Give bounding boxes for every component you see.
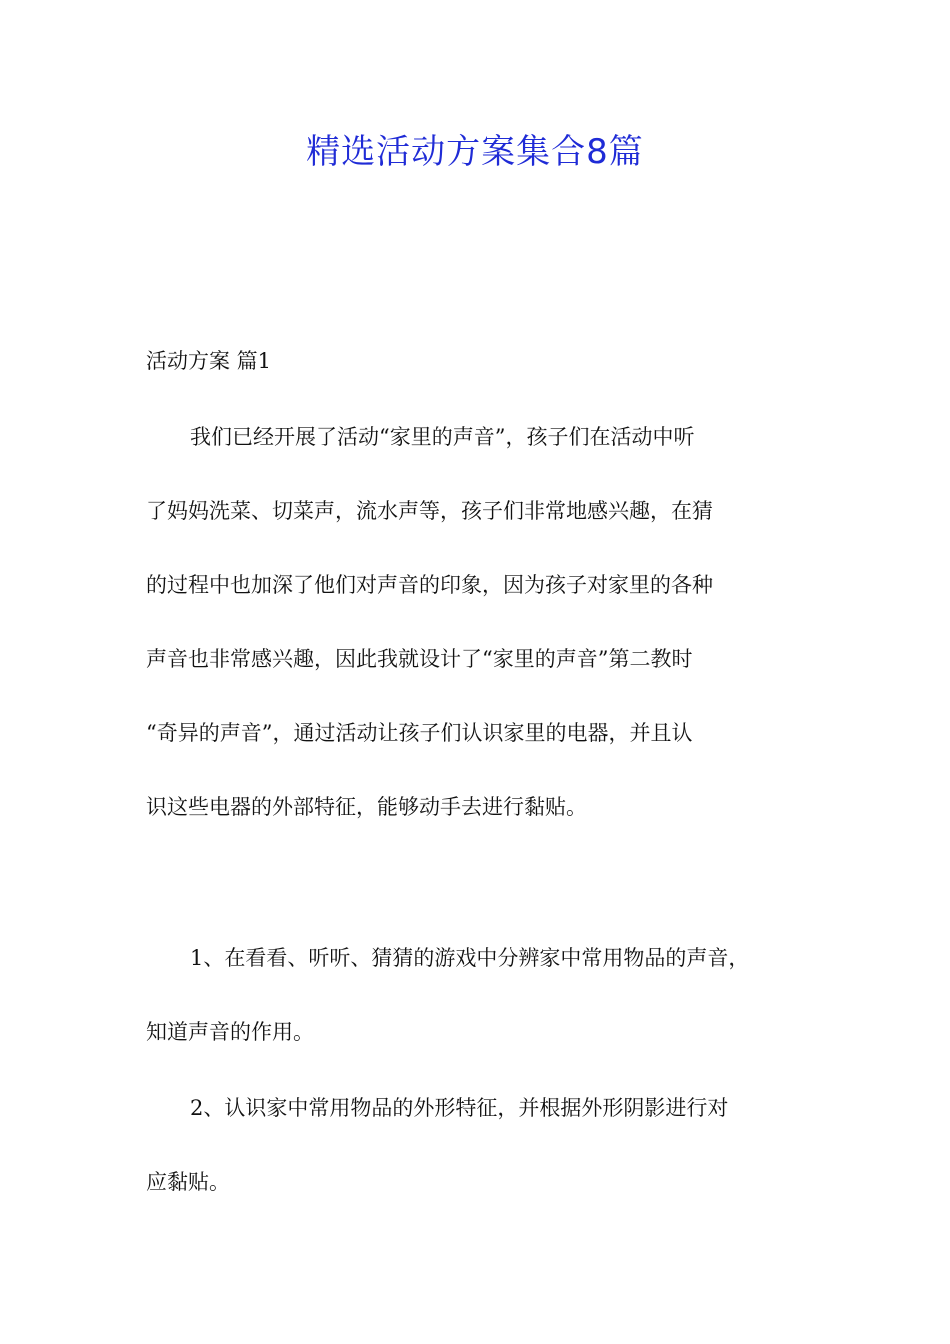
section-heading: 活动方案 篇1 — [146, 349, 272, 373]
paragraph-line: “奇异的声音”，通过活动让孩子们认识家里的电器，并且认 — [146, 721, 693, 745]
paragraph-line: 了妈妈洗菜、切菜声，流水声等，孩子们非常地感兴趣，在猜 — [146, 499, 713, 523]
intro-paragraph — [146, 400, 816, 844]
paragraph-line: 声音也非常感兴趣，因此我就设计了“家里的声音”第二教时 — [146, 647, 693, 671]
paragraph-line: 1、在看看、听听、猜猜的游戏中分辨家中常用物品的声音， — [190, 946, 750, 970]
paragraph-line: 的过程中也加深了他们对声音的印象，因为孩子对家里的各种 — [146, 573, 713, 597]
paragraph-line: 知道声音的作用。 — [146, 1020, 314, 1044]
goal-item-2 — [146, 1071, 816, 1219]
paragraph-line: 识这些电器的外部特征，能够动手去进行黏贴。 — [146, 795, 587, 819]
goal-item-1 — [146, 921, 816, 1069]
paragraph-line: 2、认识家中常用物品的外形特征，并根据外形阴影进行对 — [190, 1096, 729, 1120]
paragraph-line: 我们已经开展了活动“家里的声音”，孩子们在活动中听 — [190, 425, 695, 449]
paragraph-line: 应黏贴。 — [146, 1170, 230, 1194]
document-title: 精选活动方案集合8篇 — [306, 132, 644, 172]
